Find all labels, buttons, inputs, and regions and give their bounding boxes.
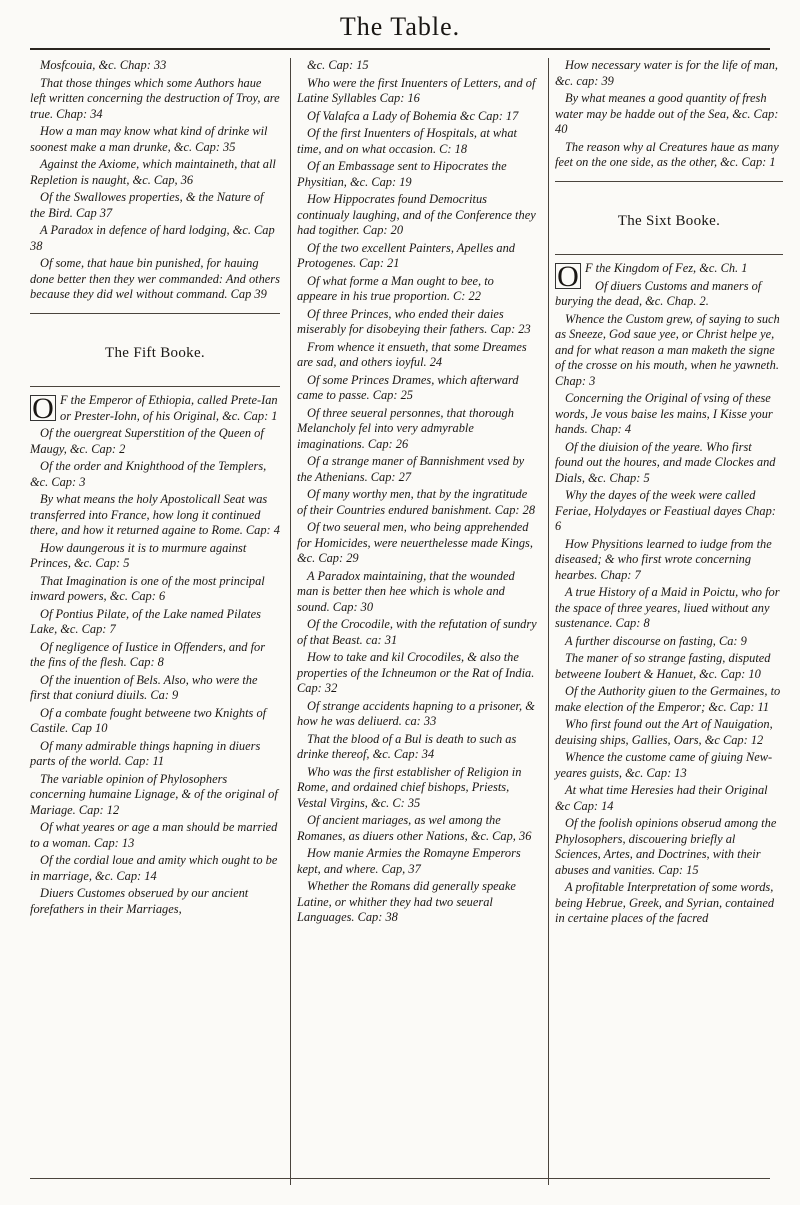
table-entry: Who were the first Inuenters of Letters, and of Latine Syllables Cap: 16 <box>297 75 536 105</box>
section-divider <box>30 386 280 387</box>
table-entry: Of the foolish opinions obserud among the Phylosophers, discouering briefly al Sciences, Artes, and Doctrines, with their abuses and vanities. Cap: 15 <box>555 816 777 877</box>
table-entry: How Hippocrates found Democritus continualy laughing, and of the Conference they had togither. Cap: 20 <box>297 192 536 237</box>
table-entry: &c. Cap: 15 <box>307 58 369 72</box>
table-entry: Of the diuision of the yeare. Who first found out the houres, and made Clockes and Dials, &c. Chap: 5 <box>555 439 776 485</box>
table-entry: O F the Kingdom of Fez, &c. Ch. 1 <box>555 261 783 277</box>
table-entry: Of the two excellent Painters, Apelles and Protogenes. Cap: 21 <box>297 240 515 270</box>
table-entry: Of the cordial loue and amity which ought to be in marriage, &c. Cap: 14 <box>30 853 278 883</box>
book-heading-sixth: The Sixt Booke. <box>617 212 721 229</box>
table-entry: Of strange accidents hapning to a prisoner, & how he was deliuerd. ca: 33 <box>297 698 535 728</box>
drop-cap: O <box>30 395 56 421</box>
col2-entries <box>297 58 537 926</box>
table-entry: Of a strange maner of Bannishment vsed by the Athenians. Cap: 27 <box>297 454 525 484</box>
table-entry: Of what forme a Man ought to bee, to appeare in his true proportion. C: 22 <box>297 273 494 303</box>
table-entry: A Paradox maintaining, that the wounded man is better then hee which is whole and sound. Cap: 30 <box>297 568 515 614</box>
table-entry: The reason why al Creatures haue as many feet on the one side, as the other, &c. Cap: 1 <box>555 139 779 169</box>
table-entry: Of many worthy men, that by the ingratitude of their Countries endured banishment. Cap: 28 <box>297 487 536 517</box>
table-entry: Of an Embassage sent to Hipocrates the Physitian, &c. Cap: 19 <box>297 159 507 189</box>
table-entry: Concerning the Original of vsing of these words, Je vous baise les mains, I Kisse your hands. Chap: 4 <box>555 391 773 437</box>
table-entry: Who was the first establisher of Religion in Rome, and ordained chief bishops, Priests, Vestal Virgins, &c. C: 35 <box>297 764 522 810</box>
table-entry: A Paradox in defence of hard lodging, &c. Cap 38 <box>30 223 275 253</box>
footer-rule <box>30 1178 770 1179</box>
table-entry: That Imagination is one of the most principal inward powers, &c. Cap: 6 <box>30 573 265 604</box>
column-2 <box>290 58 537 1185</box>
table-entry: Why the dayes of the week were called Feriae, Holydayes or Feastiual dayes Chap: 6 <box>555 488 776 534</box>
drop-cap: O <box>555 263 581 289</box>
table-entry: How manie Armies the Romayne Emperors kept, and where. Cap, 37 <box>297 846 521 876</box>
table-entry: By what means the holy Apostolicall Seat was transferred into France, how long it continued there, and how it returned againe to Rome. Cap: 4 <box>30 492 280 538</box>
table-entry: Of the inuention of Bels. Also, who were the first that coniurd diuils. Ca: 9 <box>30 672 258 703</box>
table-entry: How necessary water is for the life of man, &c. cap: 39 <box>555 58 779 88</box>
table-entry: Of negligence of Iustice in Offenders, and for the fins of the flesh. Cap: 8 <box>30 639 266 670</box>
table-entry: From whence it ensueth, that some Dreames are sad, and others ioyful. 24 <box>297 339 527 369</box>
table-entry: Of the order and Knighthood of the Templers, &c. Cap: 3 <box>30 459 267 489</box>
table-entry: Of three seueral personnes, that thorough Melancholy fel into very admyrable imaginations. Cap: 26 <box>297 405 514 451</box>
table-entry: Of the Swallowes properties, & the Nature of the Bird. Cap 37 <box>30 190 264 220</box>
table-entry: Of Valafca a Lady of Bohemia &c Cap: 17 <box>307 108 519 123</box>
col3-entries-top <box>555 58 783 171</box>
col3-entries-bottom <box>555 261 783 927</box>
table-entry: O F the Emperor of Ethiopia, called Prete-Ian or Prester-Iohn, of his Original, &c. Cap: 1 <box>30 393 280 424</box>
table-entry: Of ancient mariages, as wel among the Romanes, as diuers other Nations, &c. Cap, 36 <box>297 813 532 843</box>
table-entry: Of diuers Customs and maners of burying the dead, &c. Chap. 2. <box>555 278 762 309</box>
table-entry: How a man may know what kind of drinke wil soonest make a man drunke, &c. Cap: 35 <box>30 124 268 154</box>
header-rule <box>30 48 770 50</box>
table-entry: Of the first Inuenters of Hospitals, at what time, and on what occasion. C: 18 <box>297 126 517 156</box>
table-entry: Of the ouergreat Superstition of the Queen of Maugy, &c. Cap: 2 <box>30 426 264 456</box>
column-3 <box>548 58 783 1185</box>
table-entry: Of what yeares or age a man should be married to a woman. Cap: 13 <box>30 820 278 850</box>
table-entry: How daungerous it is to murmure against Princes, &c. Cap: 5 <box>30 540 247 571</box>
table-entry: Of some, that haue bin punished, for hauing done better then they wer commanded: And others because they did wel without command. Cap 39 <box>30 256 280 301</box>
table-entry: How to take and kil Crocodiles, & also the properties of the Ichneumon or the Rat of India. Cap: 32 <box>297 650 535 695</box>
table-entry: The variable opinion of Phylosophers concerning humaine Lignage, & of the original of Mariage. Cap: 12 <box>30 771 278 817</box>
table-entry: That the blood of a Bul is death to such as drinke thereof, &c. Cap: 34 <box>297 731 517 761</box>
table-entry: Whence the custome came of giuing New-yeares guists, &c. Cap: 13 <box>555 750 773 780</box>
col1-entries-bottom <box>30 393 280 917</box>
table-entry: Against the Axiome, which maintaineth, that all Repletion is naught, &c. Cap, 36 <box>30 157 276 187</box>
table-entry: How Physitions learned to iudge from the diseased; & who first wrote concerning hearbes. Chap: 7 <box>555 536 772 582</box>
table-entry: Mosfcouia, &c. Chap: 33 <box>40 58 167 72</box>
table-entry: By what meanes a good quantity of fresh water may be hadde out of the Sea, &c. Cap: 40 <box>555 91 779 136</box>
table-entry: Of a combate fought betweene two Knights of Castile. Cap 10 <box>30 705 267 736</box>
book-heading-fifth: The Fift Booke. <box>105 344 205 361</box>
table-entry: Of some Princes Drames, which afterward came to passe. Cap: 25 <box>297 372 519 402</box>
table-entry: Of many admirable things hapning in diuers parts of the world. Cap: 11 <box>30 738 261 769</box>
column-1 <box>30 58 280 1185</box>
table-entry: Of two seueral men, who being apprehended for Homicides, were neuerthelesse made Kings, &c. Cap: 29 <box>297 520 533 565</box>
table-entry: Of the Crocodile, with the refutation of sundry of that Beast. ca: 31 <box>297 617 537 647</box>
table-entry: Diuers Customes obserued by our ancient forefathers in their Marriages, <box>30 886 249 916</box>
table-entry: That those thinges which some Authors haue left written concerning the destruction of Troy, are true. Chap: 34 <box>30 75 280 121</box>
table-entry: Of Pontius Pilate, of the Lake named Pilates Lake, &c. Cap: 7 <box>30 606 261 637</box>
section-divider <box>30 313 280 314</box>
table-entry: Whence the Custom grew, of saying to such as Sneeze, God saue yee, or Christ helpe ye, and for what reason a man maketh the signe of the crosse on his mouth, when he yawneth. Chap: 3 <box>555 311 780 388</box>
table-entry: A true History of a Maid in Poictu, who for the space of three yeares, liued without any sustenance. Cap: 8 <box>555 585 780 631</box>
table-entry: The maner of so strange fasting, disputed betweene Ioubert & Hanuet, &c. Cap: 10 <box>555 651 771 681</box>
running-head: The Table. <box>339 12 461 41</box>
section-divider <box>555 181 783 182</box>
section-divider <box>555 254 783 255</box>
table-entry: At what time Heresies had their Original &c Cap: 14 <box>555 783 768 813</box>
table-entry: Whether the Romans did generally speake Latine, or whither they had two seueral Languages. Cap: 38 <box>297 879 516 924</box>
table-entry: Who first found out the Art of Nauigation, deuising ships, Gallies, Oars, &c Cap: 12 <box>555 717 773 747</box>
table-entry: Of three Princes, who ended their daies miserably for disobeying their fathers. Cap: 23 <box>297 306 531 336</box>
col1-entries-top <box>30 58 280 303</box>
table-entry: A profitable Interpretation of some words, being Hebrue, Greek, and Syrian, contained in certaine places of the facred <box>555 880 775 926</box>
table-entry: Of the Authority giuen to the Germaines, to make election of the Emperor; &c. Cap: 11 <box>555 684 781 714</box>
table-entry: A further discourse on fasting, Ca: 9 <box>565 633 747 648</box>
